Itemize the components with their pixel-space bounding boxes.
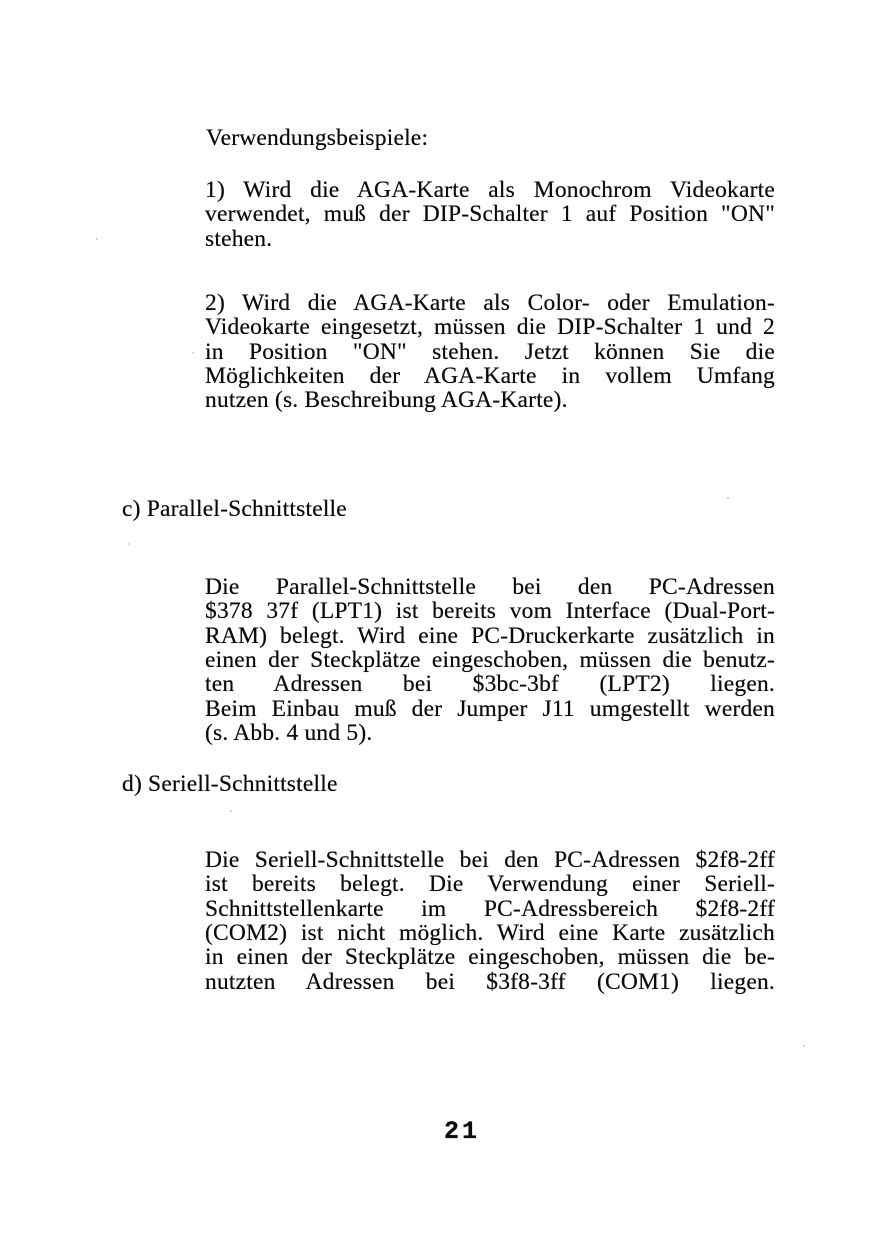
example-1-paragraph [205,178,775,251]
scan-speck [96,238,98,240]
text-line: (s. Abb. 4 und 5). [205,719,373,746]
section-c-heading: c) Parallel-Schnittstelle [122,496,347,522]
text-line: Die Seriell-Schnittstelle bei den PC-Adressen $2f8-2ff [205,847,775,873]
text-line: (COM2) ist nicht möglich. Wird eine Karte zusätzlich [205,919,775,946]
scan-speck [128,543,130,545]
scan-speck [727,497,729,499]
text-line: Schnittstellenkarte im PC-Adressbereich $2f8-2ff [205,895,775,922]
text-line: stehen. [205,225,273,252]
text-line: RAM) belegt. Wird eine PC-Druckerkarte zusätzlich in [205,622,775,649]
serial-interface-paragraph [205,848,775,994]
text-line: nutzen (s. Beschreibung AGA-Karte). [205,387,568,414]
intro-heading: Verwendungsbeispiele: [206,125,429,151]
text-line: 2) Wird die AGA-Karte als Color- oder Emulation- [205,290,775,316]
text-line: 1) Wird die AGA-Karte als Monochrom Videokarte [205,177,775,203]
text-line: Die Parallel-Schnittstelle bei den PC-Adressen [205,574,775,600]
text-line: $378 37f (LPT1) ist bereits vom Interface (Dual-Port- [205,598,775,625]
scan-speck [192,352,194,354]
text-line: in Position "ON" stehen. Jetzt können Sie die [205,338,775,365]
scan-speck [803,1045,805,1047]
text-line: ten Adressen bei $3bc-3bf (LPT2) liegen. [205,671,775,698]
text-line: einen der Steckplätze eingeschoben, müssen die benutz- [205,646,775,673]
text-line: Beim Einbau muß der Jumper J11 umgestellt werden [205,695,775,722]
section-d-heading: d) Seriell-Schnittstelle [122,771,338,797]
text-line: ist bereits belegt. Die Verwendung einer Seriell- [205,871,775,898]
text-line: Videokarte eingesetzt, müssen die DIP-Schalter 1 und 2 [205,314,775,341]
text-line: nutzten Adressen bei $3f8-3ff (COM1) liegen. [205,968,775,995]
page-number: 21 [444,1117,481,1146]
scan-speck [230,810,232,812]
parallel-interface-paragraph [205,575,775,745]
text-line: Möglichkeiten der AGA-Karte in vollem Umfang [205,362,775,389]
example-2-paragraph [205,291,775,413]
text-line: in einen der Steckplätze eingeschoben, müssen die be- [205,944,775,971]
text-line: verwendet, muß der DIP-Schalter 1 auf Position "ON" [205,201,775,228]
